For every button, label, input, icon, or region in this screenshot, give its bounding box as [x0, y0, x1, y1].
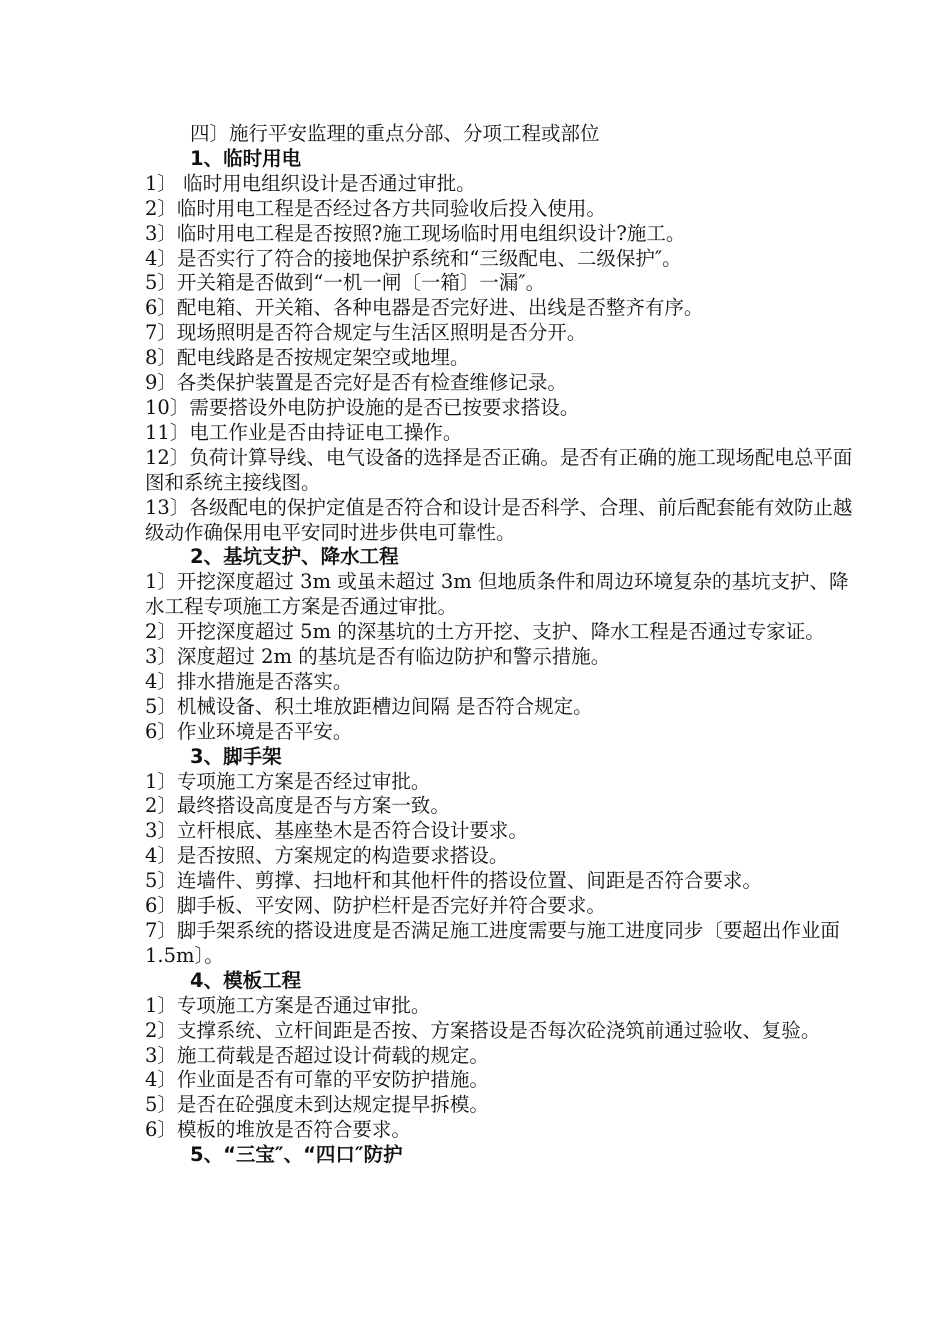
subsection-heading: 4、模板工程 [190, 968, 302, 992]
list-item: 6〕模板的堆放是否符合要求。 [145, 1118, 411, 1142]
list-item: 2〕最终搭设高度是否与方案一致。 [145, 794, 450, 818]
list-item: 3〕立杆根底、基座垫木是否符合设计要求。 [145, 819, 528, 843]
list-item: 4〕排水措施是否落实。 [145, 669, 353, 693]
list-item: 5〕开关箱是否做到“一机一闸〔一箱〕一漏″。 [145, 271, 546, 295]
list-item: 12〕负荷计算导线、电气设备的选择是否正确。是否有正确的施工现场配电总平面图和系统主接线图。 [145, 445, 853, 494]
list-item: 5〕连墙件、剪撑、扫地杆和其他杆件的搭设位置、间距是否符合要求。 [145, 869, 762, 893]
list-item: 5〕是否在砼强度未到达规定提早拆模。 [145, 1093, 489, 1117]
list-item: 11〕电工作业是否由持证电工操作。 [145, 420, 463, 444]
list-item: 1〕专项施工方案是否通过审批。 [145, 993, 431, 1017]
list-item: 6〕作业环境是否平安。 [145, 719, 353, 743]
list-item: 4〕是否按照、方案规定的构造要求搭设。 [145, 844, 509, 868]
section-title: 四〕施行平安监理的重点分部、分项工程或部位 [190, 122, 600, 145]
list-item: 2〕临时用电工程是否经过各方共同验收后投入使用。 [145, 196, 606, 220]
list-item: 7〕现场照明是否符合规定与生活区照明是否分开。 [145, 321, 587, 345]
list-item: 13〕各级配电的保护定值是否符合和设计是否科学、合理、前后配套能有效防止越级动作确保用电平安同时进步供电可靠性。 [145, 495, 853, 544]
subsection-heading: 1、临时用电 [190, 146, 302, 170]
list-item: 9〕各类保护装置是否完好是否有检查维修记录。 [145, 371, 567, 395]
subsection-heading: 3、脚手架 [190, 744, 282, 768]
list-item: 5〕机械设备、积土堆放距槽边间隔 是否符合规定。 [145, 694, 593, 718]
list-item: 4〕作业面是否有可靠的平安防护措施。 [145, 1068, 489, 1092]
list-item: 4〕是否实行了符合的接地保护系统和“三级配电、二级保护″。 [145, 246, 682, 270]
list-item: 3〕临时用电工程是否按照?施工现场临时用电组织设计?施工。 [145, 221, 686, 245]
list-item: 1〕 临时用电组织设计是否通过审批。 [145, 171, 476, 195]
subsection-heading: 5、“三宝″、“四口″防护 [190, 1143, 403, 1167]
list-item: 8〕配电线路是否按规定架空或地埋。 [145, 346, 470, 370]
list-item: 2〕支撑系统、立杆间距是否按、方案搭设是否每次砼浇筑前通过验收、复验。 [145, 1018, 821, 1042]
document-body [145, 122, 860, 1168]
list-item: 1〕专项施工方案是否经过审批。 [145, 769, 431, 793]
list-item: 2〕开挖深度超过 5m 的深基坑的土方开挖、支护、降水工程是否通过专家证。 [145, 620, 825, 644]
list-item: 1〕开挖深度超过 3m 或虽未超过 3m 但地质条件和周边环境复杂的基坑支护、降水工程专项施工方案是否通过审批。 [145, 570, 849, 619]
list-item: 3〕深度超过 2m 的基坑是否有临边防护和警示措施。 [145, 645, 611, 669]
list-item: 10〕需要搭设外电防护设施的是否已按要求搭设。 [145, 395, 580, 419]
list-item: 7〕脚手架系统的搭设进度是否满足施工进度需要与施工进度同步〔要超出作业面 1.5m〕。 [145, 919, 840, 967]
list-item: 6〕脚手板、平安网、防护栏杆是否完好并符合要求。 [145, 894, 606, 918]
list-item: 3〕施工荷载是否超过设计荷载的规定。 [145, 1043, 489, 1067]
list-item: 6〕配电箱、开关箱、各种电器是否完好进、出线是否整齐有序。 [145, 296, 704, 320]
subsection-heading: 2、基坑支护、降水工程 [190, 545, 399, 569]
